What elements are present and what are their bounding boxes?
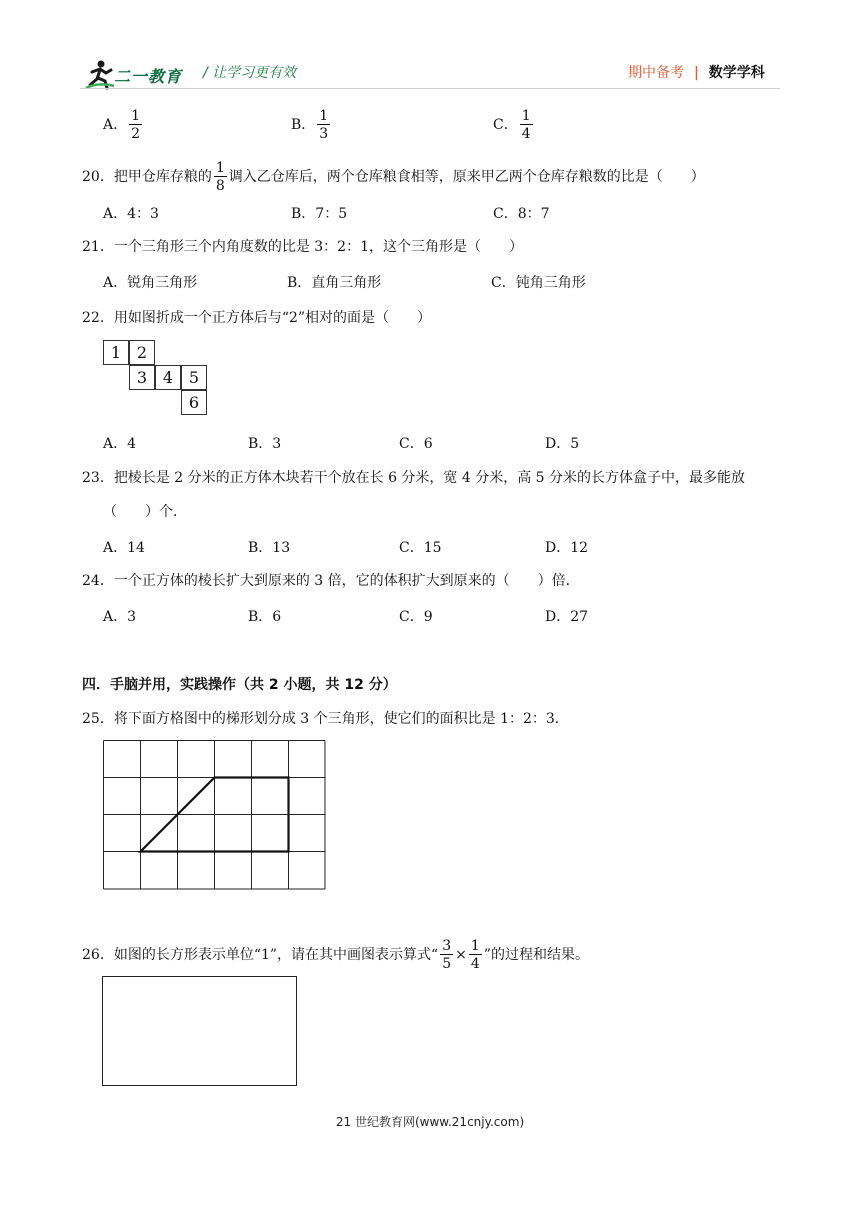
denominator: 4	[521, 126, 531, 142]
logo-text: 二一教育	[114, 67, 183, 86]
numerator: 1	[319, 108, 329, 124]
denominator: 3	[319, 126, 329, 142]
header-separator: |	[694, 65, 699, 81]
grid-diagram	[103, 740, 326, 890]
denominator: 2	[131, 126, 141, 142]
question-24: 24．一个正方体的棱长扩大到原来的 3 倍，它的体积扩大到原来的（ ）倍．	[82, 573, 580, 589]
fraction	[214, 161, 227, 193]
fraction	[129, 109, 142, 141]
runner-icon	[84, 58, 116, 90]
slogan: / 让学习更有效	[203, 65, 297, 81]
option-letter: B．	[291, 117, 316, 133]
section-4-title: 四．手脑并用，实践操作（共 2 小题，共 12 分）	[82, 677, 397, 693]
q23-option-c: C．15	[399, 540, 442, 556]
grid-lines	[104, 741, 326, 890]
q19-option-b	[291, 109, 332, 141]
question-23-line1: 23．把棱长是 2 分米的正方体木块若干个放在长 6 分米，宽 4 分米，高 5 分米的长方体盒子中，最多能放	[82, 470, 746, 486]
net-face-5: 5	[181, 365, 207, 390]
exam-tag: 期中备考	[628, 65, 684, 81]
q24-option-b: B．6	[248, 609, 282, 625]
q23-option-d: D．12	[545, 540, 589, 556]
option-letter: C．	[493, 117, 518, 133]
denominator: 8	[215, 178, 225, 194]
fraction	[440, 939, 453, 971]
q24-option-c: C．9	[399, 609, 433, 625]
numerator: 1	[470, 938, 480, 954]
question-25: 25．将下面方格图中的梯形划分成 3 个三角形，使它们的面积比是 1：2：3．	[82, 711, 569, 727]
q20-option-c: C．8：7	[493, 206, 550, 222]
header-right	[628, 62, 765, 82]
numerator: 1	[131, 108, 141, 124]
numerator: 1	[215, 160, 225, 176]
question-22: 22．用如图折成一个正方体后与“2”相对的面是（ ）	[82, 310, 432, 326]
option-letter: A．	[103, 117, 128, 133]
q20-prefix: 20．把甲仓库存粮的	[82, 169, 212, 185]
fraction	[520, 109, 533, 141]
fraction	[469, 939, 482, 971]
q22-option-b: B．3	[248, 436, 282, 452]
question-21: 21．一个三角形三个内角度数的比是 3：2：1，这个三角形是（ ）	[82, 239, 523, 255]
net-face-3: 3	[129, 365, 155, 390]
unit-rectangle	[102, 976, 297, 1086]
subject-label: 数学学科	[708, 65, 765, 81]
q20-option-b: B．7：5	[291, 206, 348, 222]
net-face-1: 1	[103, 340, 129, 365]
q23-option-b: B．13	[248, 540, 291, 556]
q22-option-d: D．5	[545, 436, 580, 452]
q26-prefix: 26．如图的长方形表示单位“1”，请在其中画图表示算式“	[82, 947, 439, 963]
q26-suffix: ”的过程和结果。	[483, 947, 589, 963]
q21-option-b: B．直角三角形	[287, 275, 382, 291]
footer: 21 世纪教育网(www.21cnjy.com)	[335, 1115, 525, 1129]
q21-option-c: C．钝角三角形	[491, 275, 586, 291]
header-divider	[80, 88, 780, 89]
net-face-4: 4	[155, 365, 181, 390]
q20-option-a: A．4：3	[103, 206, 159, 222]
net-face-6: 6	[181, 390, 207, 415]
fraction	[317, 109, 330, 141]
q22-option-c: C．6	[399, 436, 433, 452]
q21-option-a: A．锐角三角形	[103, 275, 198, 291]
numerator: 1	[521, 108, 531, 124]
q23-option-a: A．14	[103, 540, 145, 556]
numerator: 3	[442, 938, 452, 954]
question-23-line2: （ ）个．	[103, 504, 187, 520]
net-face-2: 2	[129, 340, 155, 365]
question-26	[82, 939, 589, 971]
question-20	[82, 161, 705, 193]
q22-option-a: A．4	[103, 436, 137, 452]
q24-option-a: A．3	[103, 609, 137, 625]
q24-option-d: D．27	[545, 609, 589, 625]
denominator: 4	[470, 956, 480, 972]
denominator: 5	[442, 956, 452, 972]
q20-suffix: 调入乙仓库后，两个仓库粮食相等，原来甲乙两个仓库存粮数的比是（ ）	[228, 169, 705, 185]
q19-option-c	[493, 109, 535, 141]
times-sign: ×	[455, 947, 467, 963]
q19-option-a	[103, 109, 144, 141]
